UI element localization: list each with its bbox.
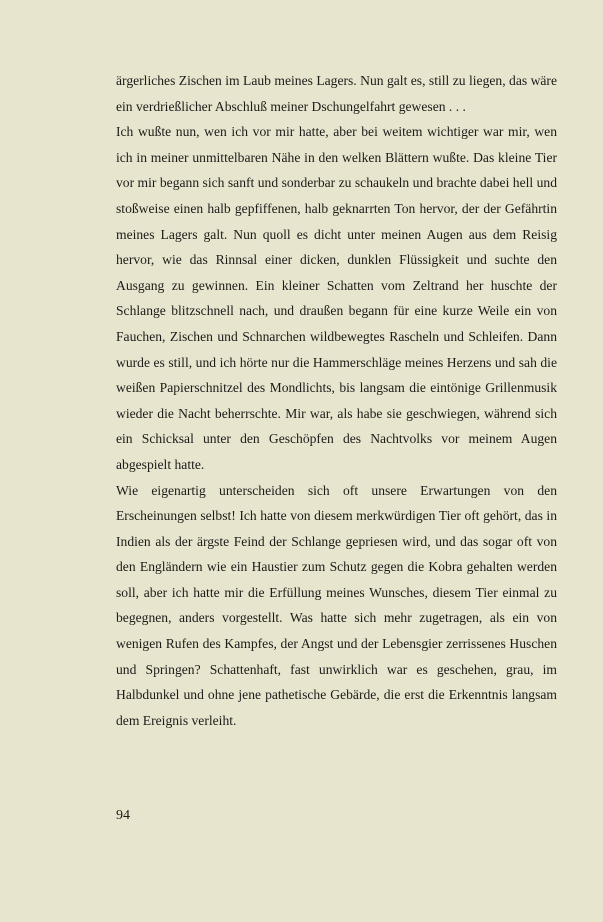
paragraph-1: ärgerliches Zischen im Laub meines Lagers. Nun galt es, still zu liegen, das wäre ein verdrießlicher Abschluß meiner Dschungelfahrt gewesen . . . bbox=[116, 73, 557, 114]
body-text bbox=[116, 68, 557, 733]
paragraph-3: Wie eigenartig unterscheiden sich oft unsere Erwartungen von den Erscheinungen selbst! Ich hatte von diesem merkwürdigen Tier oft gehört, das in Indien als der ärgste Feind der Schlange gepriesen wird, und das sogar oft von den Engländern wie ein Haustier zum Schutz gegen die Kobra gehalten werden soll, aber ich hatte mir die Erfüllung meines Wunsches, diesem Tier einmal zu begegnen, anders vorgestellt. Was hatte sich mehr zugetragen, als ein von wenigen Rufen des Kampfes, der Angst und der Lebensgier zerrissenes Huschen und Springen? Schattenhaft, fast unwirklich war es geschehen, grau, im Halbdunkel und ohne jene pathetische Gebärde, die erst die Erkenntnis langsam dem Ereignis verleiht. bbox=[116, 482, 557, 728]
page-number: 94 bbox=[116, 808, 130, 823]
paragraph-2: Ich wußte nun, wen ich vor mir hatte, aber bei weitem wichtiger war mir, wen ich in meiner unmittelbaren Nähe in den welken Blättern wußte. Das kleine Tier vor mir begann sich sanft und sonderbar zu schaukeln und brachte dabei hell und stoßweise einen halb gepfiffenen, halb geknarrten Ton hervor, der der Gefährtin meines Lagers galt. Nun quoll es dicht unter meinen Augen aus dem Reisig hervor, wie das Rinnsal einer dicken, dunklen Flüssigkeit und suchte den Ausgang zu gewinnen. Ein kleiner Schatten vom Zeltrand her huschte der Schlange blitzschnell nach, und draußen begann für eine kurze Weile ein von Fauchen, Zischen und Schnarchen wildbewegtes Rascheln und Schleifen. Dann wurde es still, und ich hörte nur die Hammerschläge meines Herzens und sah die weißen Papierschnitzel des Mondlichts, bis langsam die eintönige Grillenmusik wieder die Nacht beherrschte. Mir war, als habe sie geschwiegen, während sich ein Schicksal unter den Geschöpfen des Nachtvolks vor meinem Augen abgespielt hatte. bbox=[116, 124, 557, 472]
